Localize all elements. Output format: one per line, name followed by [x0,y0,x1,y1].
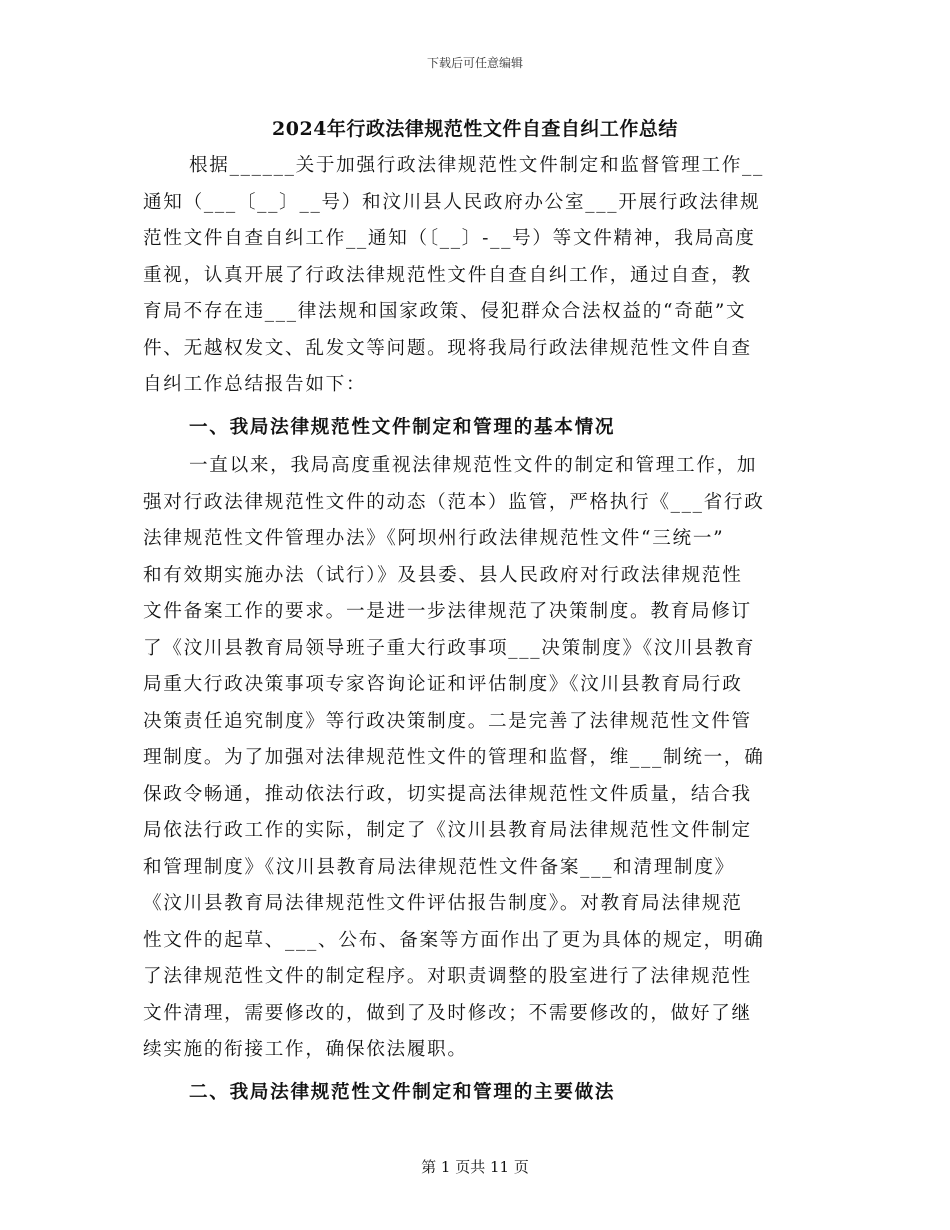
text-line: 通知（___〔__〕__号）和汶川县人民政府办公室___开展行政法律规 [143,191,761,213]
text-line: 理制度。为了加强对法律规范性文件的管理和监督，维___制统一，确 [143,747,765,768]
text-line: 和有效期实施办法（试行）》及县委、县人民政府对行政法律规范性 [143,564,743,586]
text-line: 性文件的起草、___、公布、备案等方面作出了更为具体的规定，明确 [143,929,765,951]
document-body [143,148,805,1111]
text-line: 自纠工作总结报告如下： [143,374,367,395]
text-line: 《汶川县教育局法律规范性文件评估报告制度》。对教育局法律规范 [143,893,743,914]
text-line: 续实施的衔接工作，确保依法履职。 [143,1039,468,1060]
paragraph-basic-situation [143,448,805,1069]
text-line: 重视，认真开展了行政法律规范性文件自查自纠工作，通过自查，教 [143,264,752,286]
section-heading-1: 一、我局法律规范性文件制定和管理的基本情况 [189,416,616,438]
section-heading-2: 二、我局法律规范性文件制定和管理的主要做法 [189,1081,616,1103]
text-line: 局重大行政决策事项专家咨询论证和评估制度》《汶川县教育局行政 [143,674,743,695]
text-line: 和管理制度》《汶川县教育局法律规范性文件备案___和清理制度》 [143,856,735,878]
text-line: 决策责任追究制度》等行政决策制度。二是完善了法律规范性文件管 [143,710,752,732]
text-line: 保政令畅通，推动依法行政，切实提高法律规范性文件质量，结合我 [143,783,752,805]
text-line: 了《汶川县教育局领导班子重大行政事项___决策制度》《汶川县教育 [143,637,756,659]
paragraph-intro [143,148,805,404]
text-line: 文件备案工作的要求。一是进一步法律规范了决策制度。教育局修订 [143,601,752,622]
text-line: 法律规范性文件管理办法》《阿坝州行政法律规范性文件“三统一” [143,528,725,549]
page-footer: 第 1 页共 11 页 [421,1158,529,1176]
document-title: 2024年行政法律规范性文件自查自纠工作总结 [272,118,678,140]
text-line: 了法律规范性文件的制定程序。对职责调整的股室进行了法律规范性 [143,966,752,987]
text-line: 一直以来，我局高度重视法律规范性文件的制定和管理工作，加 [189,455,758,476]
text-line: 文件清理，需要修改的，做到了及时修改；不需要修改的，做好了继 [143,1002,752,1024]
text-line: 育局不存在违___律法规和国家政策、侵犯群众合法权益的“奇葩”文 [143,301,747,322]
text-line: 件、无越权发文、乱发文等问题。现将我局行政法律规范性文件自查 [143,337,752,359]
text-line: 根据______关于加强行政法律规范性文件制定和监督管理工作__ [189,155,765,176]
text-line: 范性文件自查自纠工作__通知（〔__〕-__号）等文件精神，我局高度 [143,228,756,249]
text-line: 局依法行政工作的实际，制定了《汶川县教育局法律规范性文件制定 [143,820,752,841]
text-line: 强对行政法律规范性文件的动态（范本）监管，严格执行《___省行政 [143,491,765,513]
page-header: 下载后可任意编辑 [426,56,523,70]
